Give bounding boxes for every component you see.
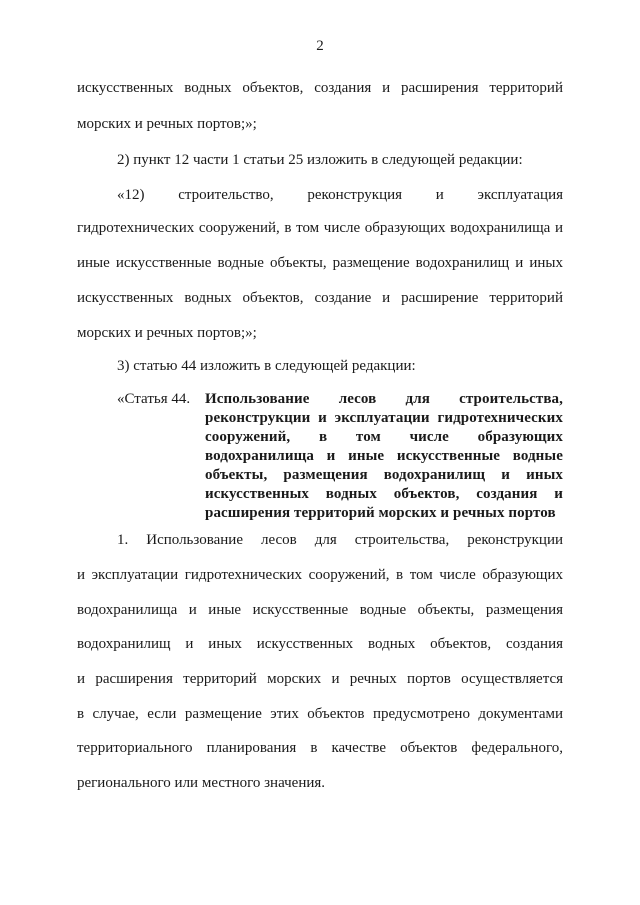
text-line: и расширения территорий морских и речных портов осуществляется bbox=[77, 671, 563, 687]
text-line: и эксплуатации гидротехнических сооружений, в том числе образующих bbox=[77, 567, 563, 583]
article-title-line: искусственных водных объектов, создания и bbox=[205, 486, 563, 502]
text-line: «12) строительство, реконструкция и эксплуатация bbox=[117, 187, 563, 203]
text-line: морских и речных портов;»; bbox=[77, 116, 257, 132]
text-line: 2) пункт 12 части 1 статьи 25 изложить в следующей редакции: bbox=[117, 152, 523, 168]
article-title-line: сооружений, в том числе образующих bbox=[205, 429, 563, 445]
text-line: в случае, если размещение этих объектов предусмотрено документами bbox=[77, 706, 563, 722]
text-line: искусственных водных объектов, создания и расширения территорий bbox=[77, 80, 563, 96]
text-line: территориального планирования в качестве объектов федерального, bbox=[77, 740, 563, 756]
article-title-line: Использование лесов для строительства, bbox=[205, 391, 563, 407]
text-line: водохранилищ и иных искусственных водных объектов, создания bbox=[77, 636, 563, 652]
text-line: морских и речных портов;»; bbox=[77, 325, 257, 341]
text-line: 1. Использование лесов для строительства, реконструкции bbox=[117, 532, 563, 548]
article-title bbox=[205, 390, 563, 523]
article-title-line: водохранилища и иные искусственные водные bbox=[205, 448, 563, 464]
article-title-line: реконструкции и эксплуатации гидротехнических bbox=[205, 410, 563, 426]
article-title-line: расширения территорий морских и речных портов bbox=[205, 505, 556, 521]
article-title-line: объекты, размещения водохранилищ и иных bbox=[205, 467, 563, 483]
text-line: искусственных водных объектов, создание и расширение территорий bbox=[77, 290, 563, 306]
text-line: гидротехнических сооружений, в том числе образующих водохранилища и bbox=[77, 220, 563, 236]
text-line: регионального или местного значения. bbox=[77, 775, 326, 791]
page-number: 2 bbox=[316, 38, 324, 54]
text-line: 3) статью 44 изложить в следующей редакции: bbox=[117, 358, 416, 374]
text-line: иные искусственные водные объекты, размещение водохранилищ и иных bbox=[77, 255, 563, 271]
text-line: водохранилища и иные искусственные водные объекты, размещения bbox=[77, 602, 563, 618]
article-label: «Статья 44. bbox=[117, 391, 191, 407]
